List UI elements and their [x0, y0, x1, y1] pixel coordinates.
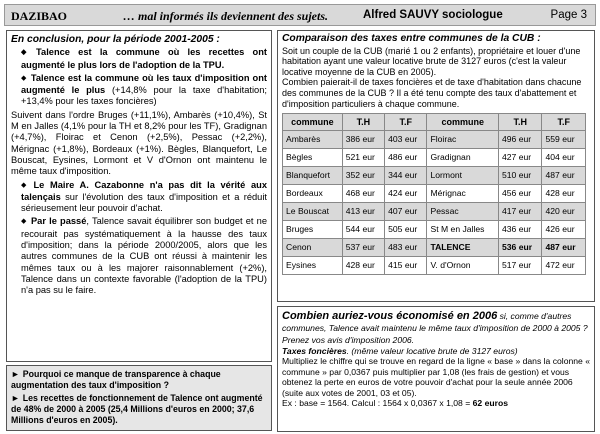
table-header-row	[283, 114, 586, 131]
column-header: commune	[427, 114, 498, 131]
tax-table	[282, 113, 586, 275]
column-header: T.F	[385, 114, 427, 131]
table-cell: 487 eur	[542, 239, 586, 257]
savings-example: Ex : base = 1564. Calcul : 1564 x 0,0367 x 1,08 = 62 euros	[282, 398, 508, 409]
conclusion-title: En conclusion, pour la période 2001-2005 :	[11, 34, 220, 45]
table-cell: Lormont	[427, 167, 498, 185]
table-cell: 344 eur	[385, 167, 427, 185]
bullet-recettes: ◆ Talence est la commune où les recettes ont augmenté le plus lors de l'adoption de la TPU.	[11, 47, 267, 71]
table-cell: 544 eur	[342, 221, 384, 239]
table-cell: Pessac	[427, 203, 498, 221]
comparison-intro: Soit un couple de la CUB (marié 1 ou 2 enfants), propriétaire et louer d'une habitation ayant une valeur locative brute de 3127 euros (c'est la valeur locative moyenne de la CUB en 2005).	[282, 45, 581, 77]
table-cell: 510 eur	[498, 167, 542, 185]
table-row	[283, 221, 586, 239]
table-cell: 386 eur	[342, 131, 384, 149]
comparison-panel	[277, 30, 595, 302]
paragraph-order: Suivent dans l'ordre Bruges (+11,1%), Ambarès (+10,4%), St M en Jalles (4,1% pour la TH et 8,2% pour les TF), Gradignan (+4,7%), Floirac et Cenon (+2,5%), Pessac (+2,2%), Mérignac (+1,8%), Bordeaux (+1%). Bègles, Blanquefort, Le Bouscat, Eysines, Lormont et V d'Ornon ont maintenu le même taux d'imposition.	[11, 109, 267, 177]
table-cell: St M en Jalles	[427, 221, 498, 239]
conclusion-panel	[6, 30, 272, 362]
table-cell: 505 eur	[385, 221, 427, 239]
table-cell: 415 eur	[385, 257, 427, 275]
table-cell: 426 eur	[542, 221, 586, 239]
table-cell: 427 eur	[498, 149, 542, 167]
table-cell: 521 eur	[342, 149, 384, 167]
table-row	[283, 239, 586, 257]
table-cell: Floirac	[427, 131, 498, 149]
savings-question: Combien auriez-vous économisé en 2006 si, comme d'autres communes, Talence avait maintenu le même taux d'imposition de 2000 à 2005 ? Prenez vos avis d'imposition 2006.	[282, 310, 588, 345]
bullet-maire: ◆ Le Maire A. Cazabonne n'a pas dit la vérité aux talençais sur l'évolution des taux d'imposition et a réduit sérieusement leur pouvoir d'achat.	[11, 180, 267, 215]
header-motto: … mal informés ils deviennent des sujets.	[123, 9, 329, 23]
table-row	[283, 167, 586, 185]
table-cell: 428 eur	[542, 185, 586, 203]
bullet-passe: ◆ Par le passé, Talence savait équilibrer son budget et ne recourait pas systématiquement à la hausse des taux d'imposition; dans la période 2000/2005, alors que les autres communes de la CUB ont réussi à maintenir les mêmes taux ou à les majorer raisonnablement (+2%), Talence dans un contexte favorable (l'adoption de la TPU) n'a pas su le faire.	[11, 216, 267, 296]
table-row	[283, 131, 586, 149]
table-cell: 483 eur	[385, 239, 427, 257]
savings-body: Multipliez le chiffre qui se trouve en regard de la ligne « base » dans la colonne « commune » par 0,0367 puis multiplier par 1,08 (les frais de gestion) et vous obtenez la perte en euros de votre pouvoir d'achat pour la seule année 2006 (suite aux votes de 2001, 03 et 05).	[282, 356, 590, 398]
page-number: Page 3	[550, 9, 587, 21]
table-row	[283, 149, 586, 167]
header-author: Alfred SAUVY sociologue	[363, 9, 503, 21]
bullet-taux: ◆ Talence est la commune où les taux d'imposition ont augmenté le plus (+14,8% pour la taxe d'habitation; +13,4% pour les taxes foncières)	[11, 73, 267, 108]
table-cell: Bordeaux	[283, 185, 343, 203]
savings-panel	[277, 306, 595, 432]
column-header: T.H	[342, 114, 384, 131]
table-cell: 424 eur	[385, 185, 427, 203]
table-cell: 413 eur	[342, 203, 384, 221]
table-cell: TALENCE	[427, 239, 498, 257]
table-cell: Ambarès	[283, 131, 343, 149]
table-cell: 496 eur	[498, 131, 542, 149]
table-cell: Cenon	[283, 239, 343, 257]
table-cell: V. d'Ornon	[427, 257, 498, 275]
table-cell: 472 eur	[542, 257, 586, 275]
table-cell: 428 eur	[342, 257, 384, 275]
table-cell: 420 eur	[542, 203, 586, 221]
table-cell: 417 eur	[498, 203, 542, 221]
comparison-intro-2: Combien paierait-il de taxes foncières et de taxe d'habitation dans chacune des communes de la CUB ? Il a été tenu compte des taux d'abattement et d'imposition particuliers à chaque commune.	[282, 77, 582, 109]
question-box	[6, 365, 272, 431]
comparison-title: Comparaison des taxes entre communes de la CUB :	[282, 33, 541, 44]
column-header: commune	[283, 114, 343, 131]
page-header	[4, 4, 596, 26]
arrow-icon: ►	[11, 393, 20, 403]
column-header: T.F	[542, 114, 586, 131]
table-cell: Mérignac	[427, 185, 498, 203]
table-cell: Bègles	[283, 149, 343, 167]
table-cell: 537 eur	[342, 239, 384, 257]
savings-subtitle: Taxes foncières. (même valeur locative brute de 3127 euros)	[282, 346, 518, 356]
table-cell: Bruges	[283, 221, 343, 239]
table-cell: 487 eur	[542, 167, 586, 185]
table-row	[283, 203, 586, 221]
table-cell: 486 eur	[385, 149, 427, 167]
table-cell: 468 eur	[342, 185, 384, 203]
table-cell: Eysines	[283, 257, 343, 275]
table-cell: 404 eur	[542, 149, 586, 167]
table-cell: Blanquefort	[283, 167, 343, 185]
table-cell: 403 eur	[385, 131, 427, 149]
journal-name: DAZIBAO	[11, 9, 68, 23]
table-row	[283, 257, 586, 275]
question-transparence: ► Pourquoi ce manque de transparence à chaque augmentation des taux d'imposition ?	[11, 369, 221, 390]
table-cell: Le Bouscat	[283, 203, 343, 221]
table-cell: 436 eur	[498, 221, 542, 239]
table-row	[283, 185, 586, 203]
table-cell: 407 eur	[385, 203, 427, 221]
table-cell: 559 eur	[542, 131, 586, 149]
arrow-icon: ►	[11, 369, 20, 379]
table-cell: 517 eur	[498, 257, 542, 275]
question-recettes: ► Les recettes de fonctionnement de Talence ont augmenté de 48% de 2000 à 2005 (25,4 Millions d'euros en 2000; 37,6 Millions d'euros en 2005).	[11, 393, 263, 425]
table-cell: 536 eur	[498, 239, 542, 257]
table-cell: 456 eur	[498, 185, 542, 203]
table-cell: Gradignan	[427, 149, 498, 167]
column-header: T.H	[498, 114, 542, 131]
table-cell: 352 eur	[342, 167, 384, 185]
